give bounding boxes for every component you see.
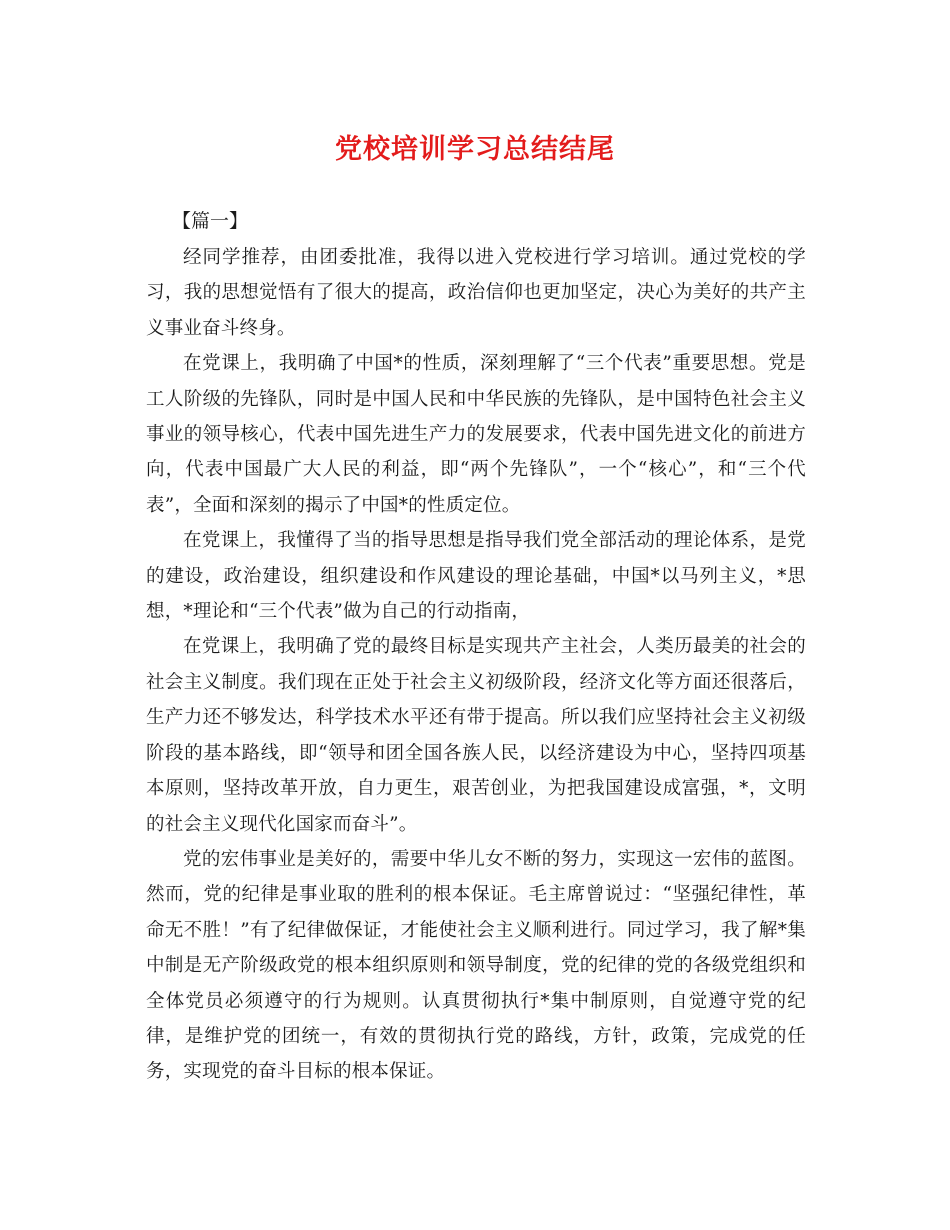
section-label: 【篇一】 xyxy=(172,210,249,232)
paragraph: 党的宏伟事业是美好的，需要中华儿女不断的努力，实现这一宏伟的蓝图。然而，党的纪律是事业取的胜利的根本保证。毛主席曾说过：“坚强纪律性，革命无不胜！”有了纪律做保证，才能使社会主义顺利进行。同过学习，我了解*集中制是无产阶级政党的根本组织原则和领导制度，党的纪律的党的各级党组织和全体党员必须遵守的行为规则。认真贯彻执行*集中制原则，自觉遵守党的纪律，是维护党的团统一，有效的贯彻执行党的路线，方针，政策，完成党的任务，实现党的奋斗目标的根本保证。 xyxy=(146,848,806,1083)
paragraph: 在党课上，我明确了中国*的性质，深刻理解了“三个代表”重要思想。党是工人阶级的先锋队，同时是中国人民和中华民族的先锋队，是中国特色社会主义事业的领导核心，代表中国先进生产力的发展要求，代表中国先进文化的前进方向，代表中国最广大人民的利益，即“两个先锋队”，一个“核心”，和“三个代表”，全面和深刻的揭示了中国*的性质定位。 xyxy=(146,353,806,516)
document-title: 党校培训学习总结结尾 xyxy=(335,134,615,165)
paragraph: 在党课上，我明确了党的最终目标是实现共产主社会，人类历最美的社会的社会主义制度。我们现在正处于社会主义初级阶段，经济文化等方面还很落后，生产力还不够发达，科学技术水平还有带于提高。所以我们应坚持社会主义初级阶段的基本路线，即“领导和团全国各族人民，以经济建设为中心，坚持四项基本原则，坚持改革开放，自力更生，艰苦创业，为把我国建设成富强，*，文明的社会主义现代化国家而奋斗”。 xyxy=(146,636,806,835)
paragraph: 经同学推荐，由团委批准，我得以进入党校进行学习培训。通过党校的学习，我的思想觉悟有了很大的提高，政治信仰也更加坚定，决心为美好的共产主义事业奋斗终身。 xyxy=(146,247,806,339)
paragraph: 在党课上，我懂得了当的指导思想是指导我们党全部活动的理论体系，是党的建设，政治建设，组织建设和作风建设的理论基础，中国*以马列主义，*思想，*理论和“三个代表”做为自己的行动指南， xyxy=(146,530,806,623)
document-body xyxy=(146,240,806,1090)
